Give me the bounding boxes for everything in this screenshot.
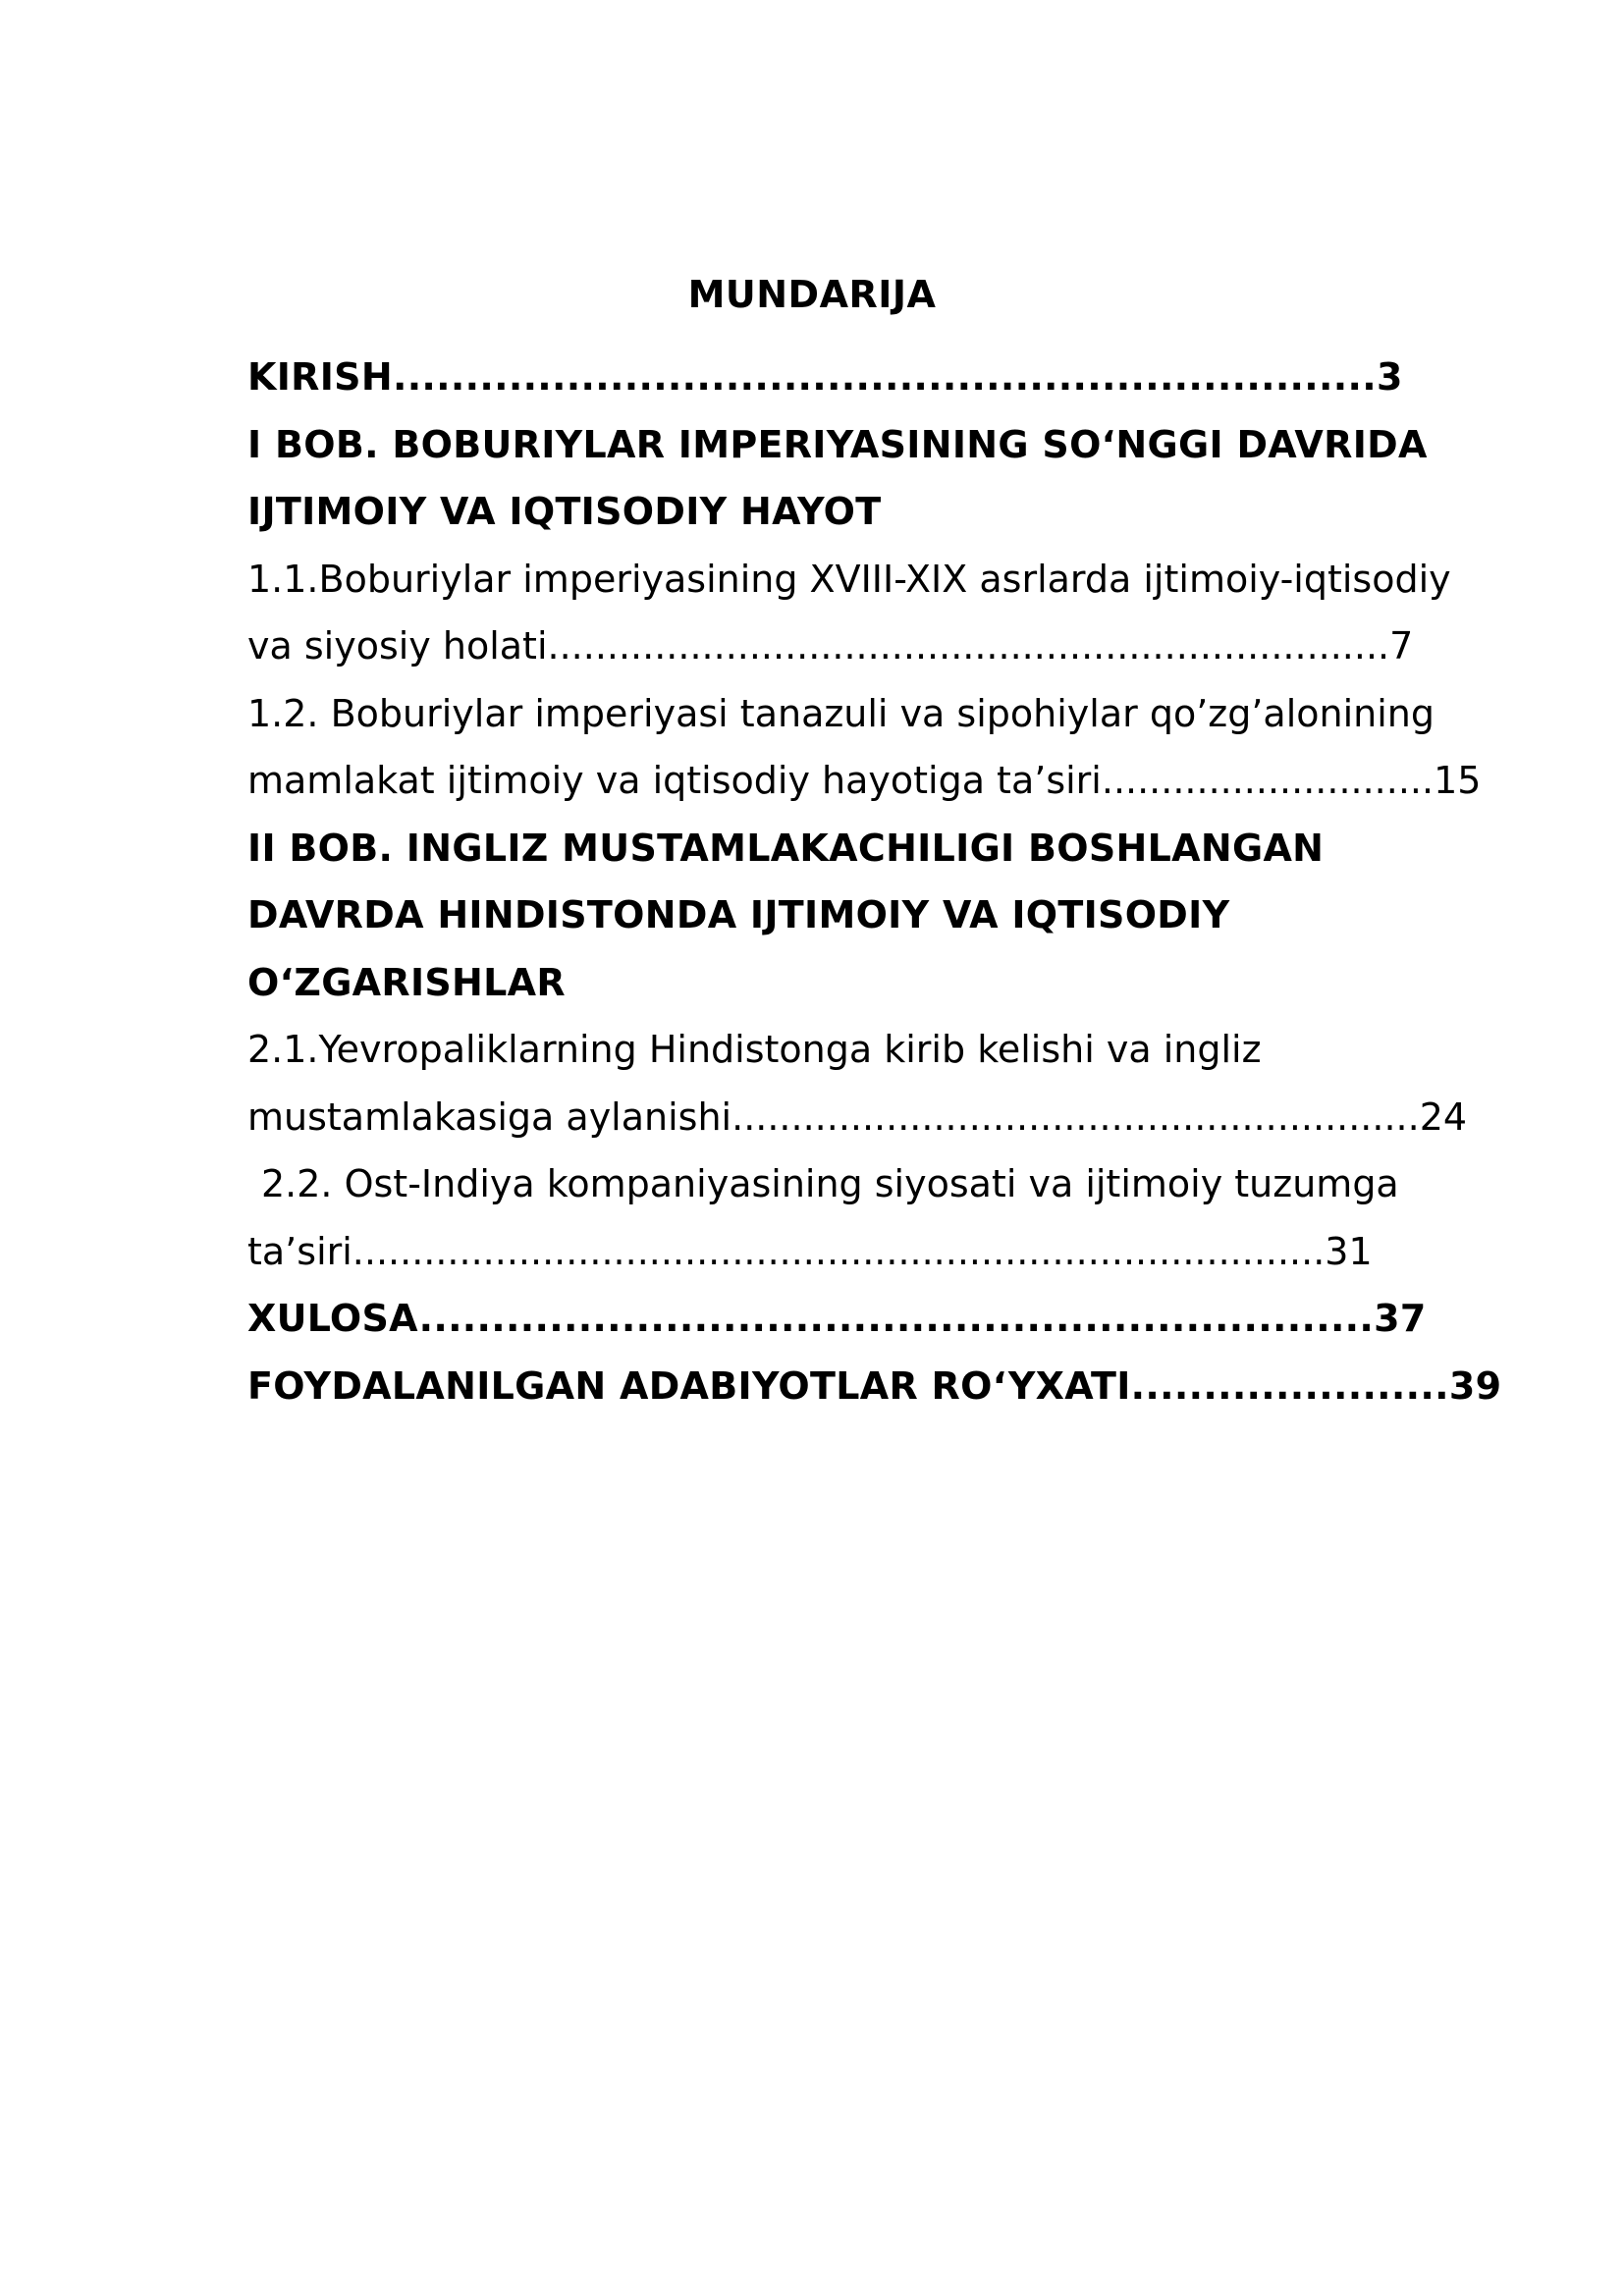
toc-line: 1.1.Boburiylar imperiyasining XVIII-XIX asrlarda ijtimoiy-iqtisodiy (247, 557, 1451, 601)
toc-line: 2.2. Ost-Indiya kompaniyasining siyosati va ijtimoiy tuzumga (261, 1162, 1399, 1205)
toc-line: FOYDALANILGAN ADABIYOTLAR RO‘YXATI......................39 (247, 1363, 1502, 1408)
page-title: MUNDARIJA (687, 273, 937, 316)
toc-line: II BOB. INGLIZ MUSTAMLAKACHILIGI BOSHLANGAN (247, 826, 1325, 870)
toc-line: va siyosiy holati.......................................................................7 (247, 624, 1414, 667)
toc-line: ta’siri..................................................................................31 (247, 1229, 1373, 1273)
toc-line: 1.2. Boburiylar imperiyasi tanazuli va sipohiylar qo’zg’alonining (247, 691, 1435, 735)
toc-line: 2.1.Yevropaliklarning Hindistonga kirib kelishi va ingliz (247, 1028, 1262, 1071)
toc-line: KIRISH....................................................................3 (247, 355, 1403, 399)
toc-line: IJTIMOIY VA IQTISODIY HAYOT (247, 490, 882, 533)
toc-line: I BOB. BOBURIYLAR IMPERIYASINING SO‘NGGI DAVRIDA (247, 422, 1428, 466)
toc-line: XULOSA..................................................................37 (247, 1297, 1427, 1340)
table-of-contents (247, 344, 1524, 1419)
toc-line: mustamlakasiga aylanishi..........................................................24 (247, 1095, 1468, 1139)
toc-line: O‘ZGARISHLAR (247, 960, 566, 1004)
toc-line: mamlakat ijtimoiy va iqtisodiy hayotiga ta’siri............................15 (247, 759, 1482, 802)
toc-line: DAVRDA HINDISTONDA IJTIMOIY VA IQTISODIY (247, 893, 1230, 936)
